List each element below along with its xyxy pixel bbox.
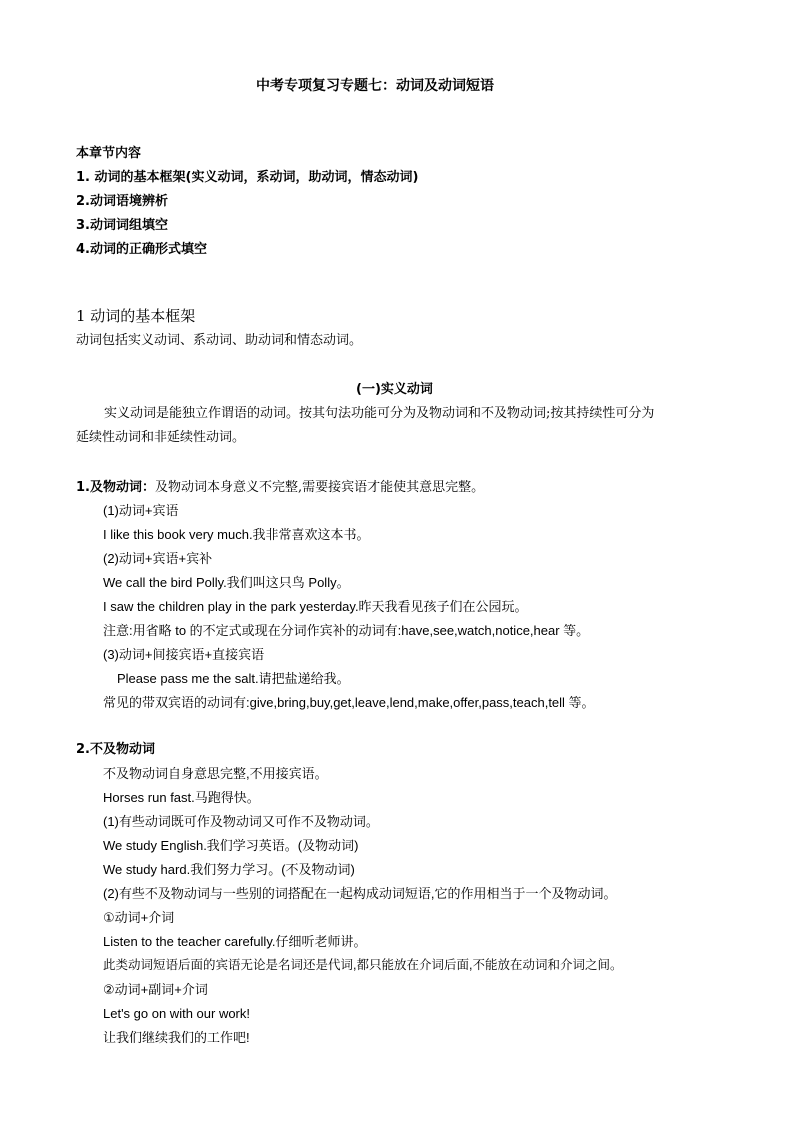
body-line: Let's go on with our work! [103, 1006, 250, 1021]
contents-heading: 本章节内容 [76, 146, 142, 161]
body-line: ①动词+介词 [103, 910, 175, 925]
body-line: (2)有些不及物动词与一些别的词搭配在一起构成动词短语,它的作用相当于一个及物动词。 [103, 886, 617, 901]
body-line: ②动词+副词+介词 [103, 982, 208, 997]
body-line: 常见的带双宾语的动词有:give,bring,buy,get,leave,lend,make,offer,pass,teach,tell 等。 [103, 695, 595, 710]
body-line: 此类动词短语后面的宾语无论是名词还是代词,都只能放在介词后面,不能放在动词和介词之间。 [103, 958, 623, 972]
body-line: We study English.我们学习英语。(及物动词) [103, 838, 359, 853]
body-line: I like this book very much.我非常喜欢这本书。 [103, 527, 370, 542]
body-line: We call the bird Polly.我们叫这只鸟 Polly。 [103, 575, 350, 590]
contents-item: 4.动词的正确形式填空 [76, 242, 207, 257]
body-line: Horses run fast.马跑得快。 [103, 790, 260, 805]
body-line: 不及物动词自身意思完整,不用接宾语。 [103, 766, 328, 781]
subsection-paragraph: 实义动词是能独立作谓语的动词。按其句法功能可分为及物动词和不及物动词;按其持续性可分为 [104, 406, 655, 421]
body-line: (1)动词+宾语 [103, 503, 179, 518]
transitive-heading: 1.及物动词： [76, 480, 155, 495]
body-line: Listen to the teacher carefully.仔细听老师讲。 [103, 934, 367, 949]
subsection-paragraph: 延续性动词和非延续性动词。 [76, 430, 246, 445]
intransitive-heading: 2.不及物动词 [76, 742, 155, 757]
body-line: 注意:用省略 to 的不定式或现在分词作宾补的动词有:have,see,watch,notice,hear 等。 [103, 623, 590, 638]
contents-item: 3.动词词组填空 [76, 218, 168, 233]
subsection-heading: (一)实义动词 [356, 382, 433, 397]
transitive-heading-rest: 及物动词本身意义不完整,需要接宾语才能使其意思完整。 [154, 480, 485, 495]
contents-item: 1. 动词的基本框架(实义动词，系动词，助动词，情态动词) [76, 170, 419, 185]
page-title: 中考专项复习专题七：动词及动词短语 [256, 78, 494, 94]
section-intro: 动词包括实义动词、系动词、助动词和情态动词。 [76, 333, 363, 348]
section-heading: 1 动词的基本框架 [76, 307, 196, 325]
contents-item: 2.动词语境辨析 [76, 194, 168, 209]
body-line: I saw the children play in the park yesterday.昨天我看见孩子们在公园玩。 [103, 599, 528, 614]
transitive-heading-line [76, 480, 484, 494]
body-line: (2)动词+宾语+宾补 [103, 551, 213, 566]
body-line: (1)有些动词既可作及物动词又可作不及物动词。 [103, 814, 379, 829]
body-line: Please pass me the salt.请把盐递给我。 [117, 671, 350, 686]
body-line: We study hard.我们努力学习。(不及物动词) [103, 862, 355, 877]
body-line: 让我们继续我们的工作吧! [103, 1030, 250, 1045]
body-line: (3)动词+间接宾语+直接宾语 [103, 647, 265, 662]
